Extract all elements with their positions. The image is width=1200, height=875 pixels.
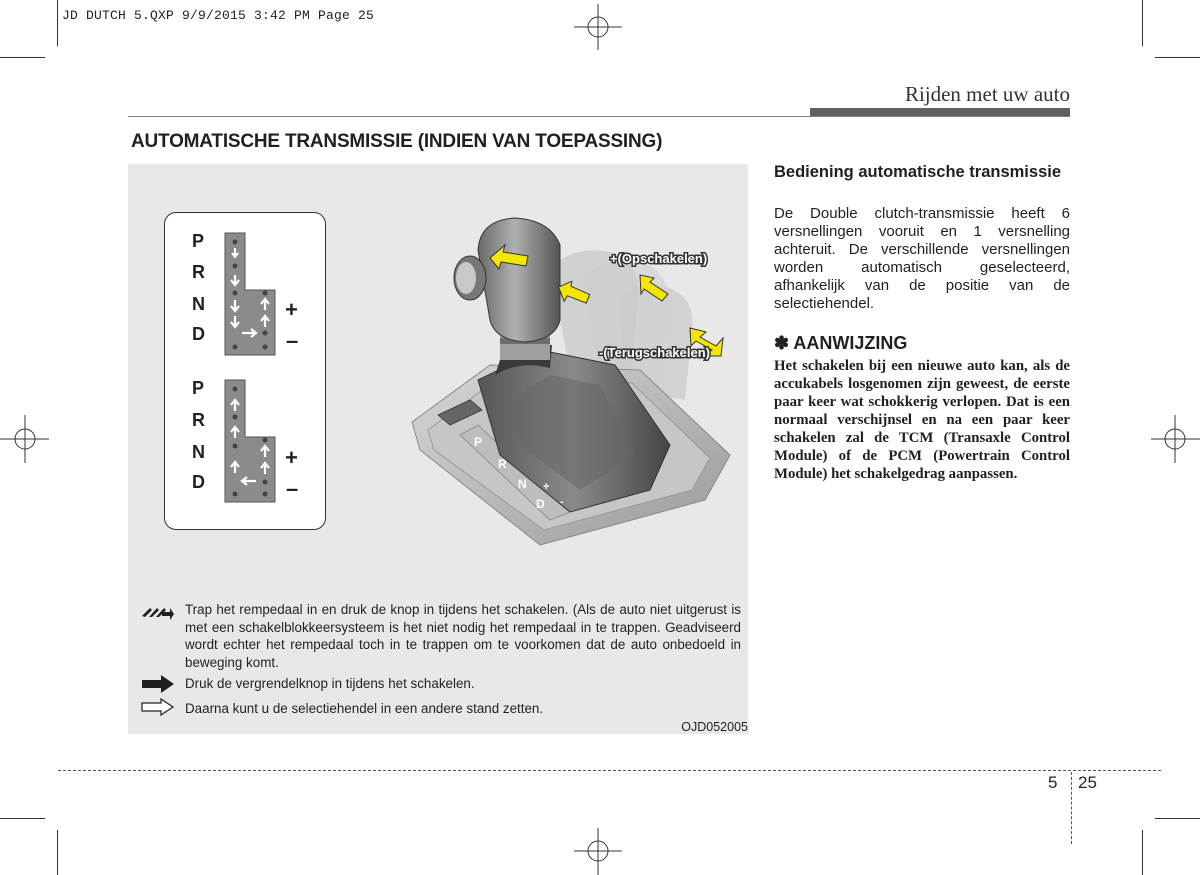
crop-mark xyxy=(1142,0,1143,46)
brake-pedal-icon xyxy=(140,604,176,620)
legend-text-release: Druk de vergrendelknop in tijdens het schakelen. xyxy=(185,676,475,691)
gate-letter-p: P xyxy=(192,378,205,398)
registration-mark-icon xyxy=(568,824,628,875)
gate-letter-p: P xyxy=(192,231,205,251)
operation-heading: Bediening automatische transmissie xyxy=(774,163,1062,181)
page-number: 25 xyxy=(1078,773,1097,792)
note-heading: ✽ AANWIJZING xyxy=(774,333,908,353)
registration-mark-icon xyxy=(568,0,628,60)
registration-mark-icon xyxy=(1150,412,1200,472)
crop-mark xyxy=(1155,57,1200,58)
footer-rule xyxy=(58,770,1161,771)
downshift-label: -(Terugschakelen) xyxy=(599,345,711,360)
console-letter-r: R xyxy=(498,457,507,471)
gate-letter-r: R xyxy=(192,262,205,282)
chapter-number: 5 xyxy=(1048,773,1058,792)
crop-mark xyxy=(0,57,45,58)
gate-letter-d: D xyxy=(192,324,205,344)
title-bar xyxy=(810,108,1070,116)
gate-plus: + xyxy=(285,297,298,322)
gate-pattern-lower xyxy=(222,377,278,505)
print-slug: JD DUTCH 5.QXP 9/9/2015 3:42 PM Page 25 xyxy=(62,8,375,23)
crop-mark xyxy=(57,830,58,875)
upshift-label: +(Opschakelen) xyxy=(610,251,708,266)
crop-mark xyxy=(1142,830,1143,875)
gate-letter-n: N xyxy=(192,442,205,462)
gate-minus: – xyxy=(286,476,299,501)
title-rule xyxy=(128,116,1070,117)
section-title: Rijden met uw auto xyxy=(904,82,1070,106)
figure-code: OJD052005 xyxy=(681,720,748,734)
crop-mark xyxy=(1155,818,1200,819)
console-letter-p: P xyxy=(474,435,483,449)
crop-mark xyxy=(0,818,45,819)
gate-plus: + xyxy=(285,445,298,470)
operation-body: De Double clutch-transmissie heeft 6 versnellingen vooruit en 1 versnelling achteruit. De verschillende versnellingen worden automatisch geselecteerd, afhankelijk van de positie van de selectiehendel. xyxy=(774,205,1070,312)
registration-mark-icon xyxy=(0,412,50,472)
outline-arrow-icon xyxy=(141,698,175,716)
gate-letter-n: N xyxy=(192,294,205,314)
console-letter-d: D xyxy=(536,497,545,511)
gate-letter-r: R xyxy=(192,410,205,430)
legend-text-move: Daarna kunt u de selectiehendel in een andere stand zetten. xyxy=(185,701,544,716)
console-letter-n: N xyxy=(518,477,527,491)
page-number-separator xyxy=(1071,772,1072,844)
gate-letter-d: D xyxy=(192,472,205,492)
legend-text-brake: Trap het rempedaal in en druk de knop in tijdens het schakelen. (Als de auto niet uitgerust is met een schakelblokkeersysteem is het niet nodig het rempedaal in te trappen. Geadviseerd wordt echter het rempedaal toch in te trappen om te voorkomen dat de auto onbedoeld in beweging komt. xyxy=(185,602,741,670)
gate-pattern-upper xyxy=(222,230,278,358)
console-minus: - xyxy=(560,496,564,508)
shift-lever-illustration xyxy=(400,200,745,560)
console-plus: + xyxy=(543,481,550,493)
note-body: Het schakelen bij een nieuwe auto kan, als de accukabels losgenomen zijn geweest, de eerste paar keer wat schokkerig verlopen. Dat is een normaal verschijnsel en na een paar keer schakelen zal de TCM (Transaxle Control Module) of de PCM (Powertrain Control Module) het schakelgedrag aanpassen. xyxy=(774,358,1070,482)
main-heading: AUTOMATISCHE TRANSMISSIE (INDIEN VAN TOEPASSING) xyxy=(131,131,663,152)
filled-arrow-icon xyxy=(141,675,175,693)
crop-mark xyxy=(57,0,58,46)
gate-minus: – xyxy=(286,328,299,353)
